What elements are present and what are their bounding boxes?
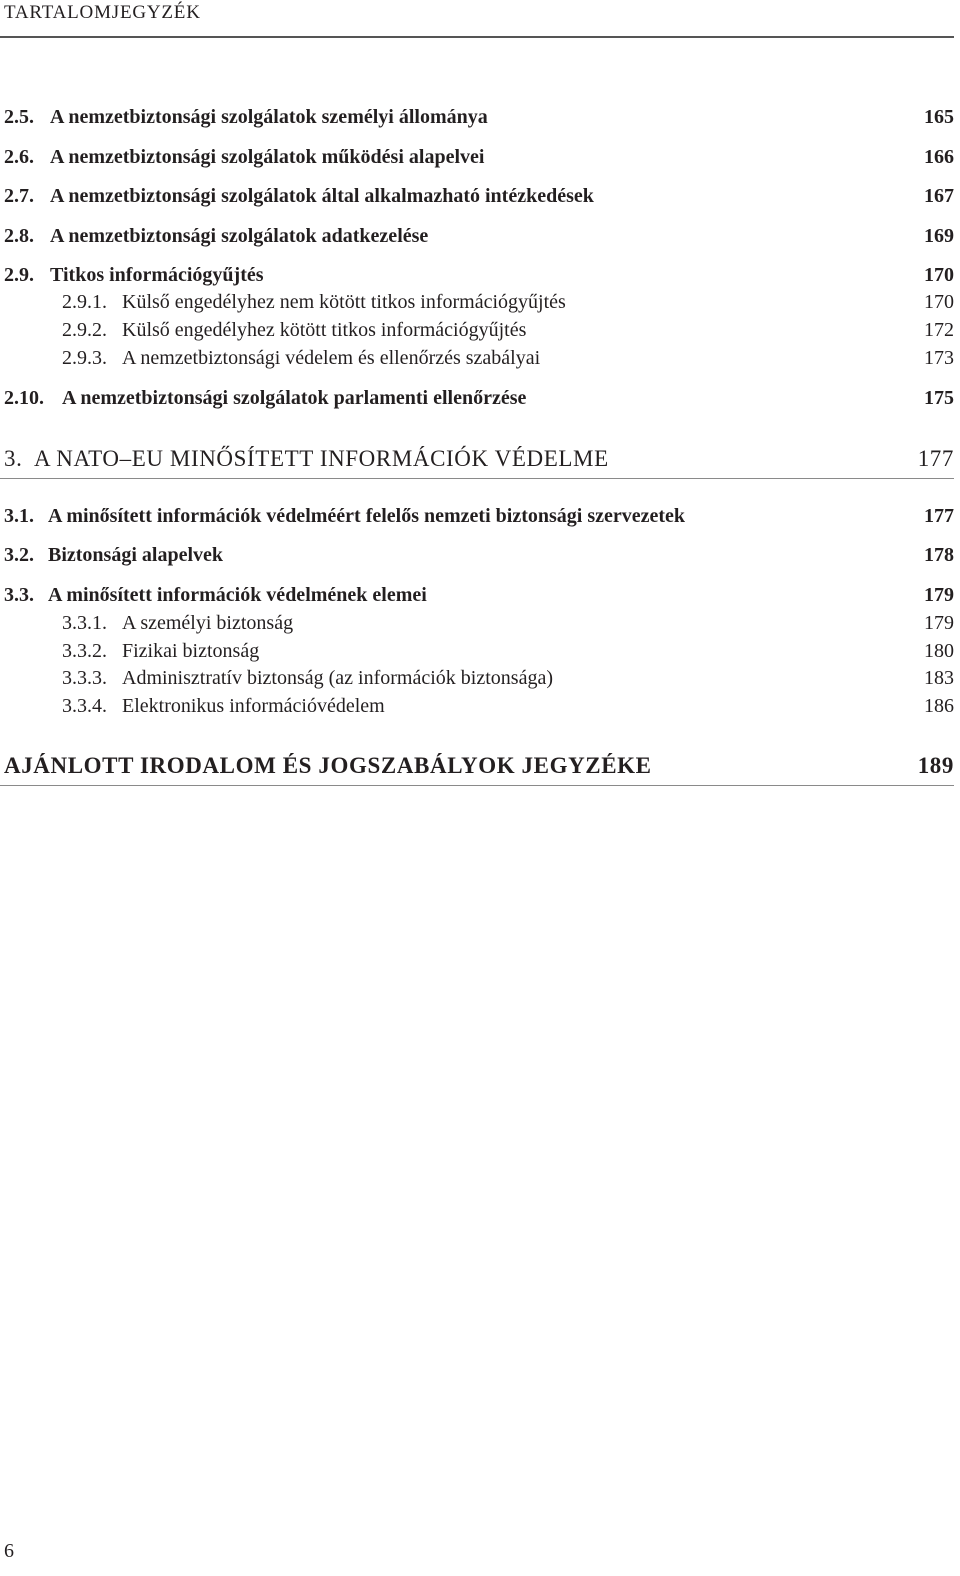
- toc-entry-title: A nemzetbiztonsági védelem és ellenőrzés szabályai: [122, 347, 541, 369]
- toc-entry-3-3-2[interactable]: [0, 637, 954, 665]
- page-number: 6: [4, 1540, 14, 1562]
- toc-entry-2-10[interactable]: [0, 384, 954, 412]
- toc-entry-title: A nemzetbiztonsági szolgálatok adatkezelése: [50, 225, 429, 247]
- toc-entry-page: 177: [924, 505, 954, 527]
- toc-entry-2-9-3[interactable]: [0, 344, 954, 372]
- toc-entry-page: 175: [924, 387, 954, 409]
- toc-entry-number: 3.3.: [4, 584, 34, 606]
- toc-entry-3-2[interactable]: [0, 541, 954, 569]
- toc-entry-number: 2.7.: [4, 185, 34, 207]
- toc-entry-title: Külső engedélyhez nem kötött titkos információgyűjtés: [122, 291, 566, 313]
- toc-entry-page: 172: [924, 319, 954, 341]
- toc-entry-number: 2.8.: [4, 225, 34, 247]
- toc-entry-number: 3.3.3.: [62, 667, 107, 689]
- toc-entry-number: 2.5.: [4, 106, 34, 128]
- toc-entry-page: 167: [924, 185, 954, 207]
- toc-entry-title: Külső engedélyhez kötött titkos információgyűjtés: [122, 319, 527, 341]
- toc-entry-page: 179: [924, 584, 954, 606]
- toc-entry-3-3-1[interactable]: [0, 609, 954, 637]
- toc-entry-page: 170: [924, 291, 954, 313]
- toc-entry-number: 2.9.2.: [62, 319, 107, 341]
- toc-entry-title: Biztonsági alapelvek: [48, 544, 224, 566]
- toc-entry-number: 3.3.2.: [62, 640, 107, 662]
- toc-entry-3-3[interactable]: [0, 581, 954, 609]
- chapter-rule: [0, 478, 954, 479]
- running-head: TARTALOMJEGYZÉK: [4, 2, 201, 23]
- toc-entry-3-3-4[interactable]: [0, 692, 954, 720]
- toc-entry-number: 2.9.: [4, 264, 34, 286]
- toc-entry-title: A nemzetbiztonsági szolgálatok által alkalmazható intézkedések: [50, 185, 594, 207]
- toc-chapter-number: 3.: [4, 446, 23, 471]
- toc-entry-number: 2.6.: [4, 146, 34, 168]
- toc-entry-title: A minősített információk védelmének elemei: [48, 584, 427, 606]
- toc-entry-number: 3.1.: [4, 505, 34, 527]
- toc-entry-2-9-1[interactable]: [0, 288, 954, 316]
- toc-entry-number: 2.10.: [4, 387, 44, 409]
- toc-entry-title: A nemzetbiztonsági szolgálatok működési alapelvei: [50, 146, 485, 168]
- toc-entry-2-6[interactable]: [0, 143, 954, 171]
- toc-entry-2-9-2[interactable]: [0, 316, 954, 344]
- toc-entry-page: 186: [924, 695, 954, 717]
- toc-entry-page: 173: [924, 347, 954, 369]
- toc-entry-number: 3.2.: [4, 544, 34, 566]
- toc-chapter-title: A NATO–EU MINŐSÍTETT INFORMÁCIÓK VÉDELME: [34, 446, 609, 471]
- toc-chapter-bibliography[interactable]: [0, 750, 954, 782]
- toc-chapter-page: 177: [917, 446, 954, 471]
- toc-chapter-page: 189: [917, 753, 954, 778]
- chapter-rule: [0, 785, 954, 786]
- toc-entry-number: 3.3.1.: [62, 612, 107, 634]
- toc-entry-2-5[interactable]: [0, 103, 954, 131]
- toc-entry-2-8[interactable]: [0, 222, 954, 250]
- toc-entry-title: A minősített információk védelméért felelős nemzeti biztonsági szervezetek: [48, 505, 686, 527]
- toc-entry-title: Fizikai biztonság: [122, 640, 260, 662]
- toc-entry-title: A nemzetbiztonsági szolgálatok parlamenti ellenőrzése: [62, 387, 527, 409]
- toc-entry-number: 2.9.3.: [62, 347, 107, 369]
- toc-entry-page: 166: [924, 146, 954, 168]
- toc-entry-title: Elektronikus információvédelem: [122, 695, 385, 717]
- toc-entry-page: 169: [924, 225, 954, 247]
- toc-entry-number: 2.9.1.: [62, 291, 107, 313]
- toc-entry-3-3-3[interactable]: [0, 664, 954, 692]
- toc-chapter-title: AJÁNLOTT IRODALOM ÉS JOGSZABÁLYOK JEGYZÉKE: [4, 753, 652, 778]
- toc-entry-title: A nemzetbiztonsági szolgálatok személyi állománya: [50, 106, 488, 128]
- toc-chapter-3[interactable]: [0, 443, 954, 475]
- toc-entry-number: 3.3.4.: [62, 695, 107, 717]
- toc-entry-2-9[interactable]: [0, 261, 954, 289]
- toc-entry-2-7[interactable]: [0, 182, 954, 210]
- header-rule: [0, 36, 954, 38]
- toc-entry-title: Adminisztratív biztonság (az információk biztonsága): [122, 667, 553, 689]
- toc-entry-3-1[interactable]: [0, 502, 954, 530]
- toc-entry-page: 170: [924, 264, 954, 286]
- toc-entry-page: 180: [924, 640, 954, 662]
- toc-entry-title: Titkos információgyűjtés: [50, 264, 264, 286]
- toc-entry-page: 179: [924, 612, 954, 634]
- toc-entry-title: A személyi biztonság: [122, 612, 294, 634]
- toc-entry-page: 178: [924, 544, 954, 566]
- toc-entry-page: 183: [924, 667, 954, 689]
- toc-entry-page: 165: [924, 106, 954, 128]
